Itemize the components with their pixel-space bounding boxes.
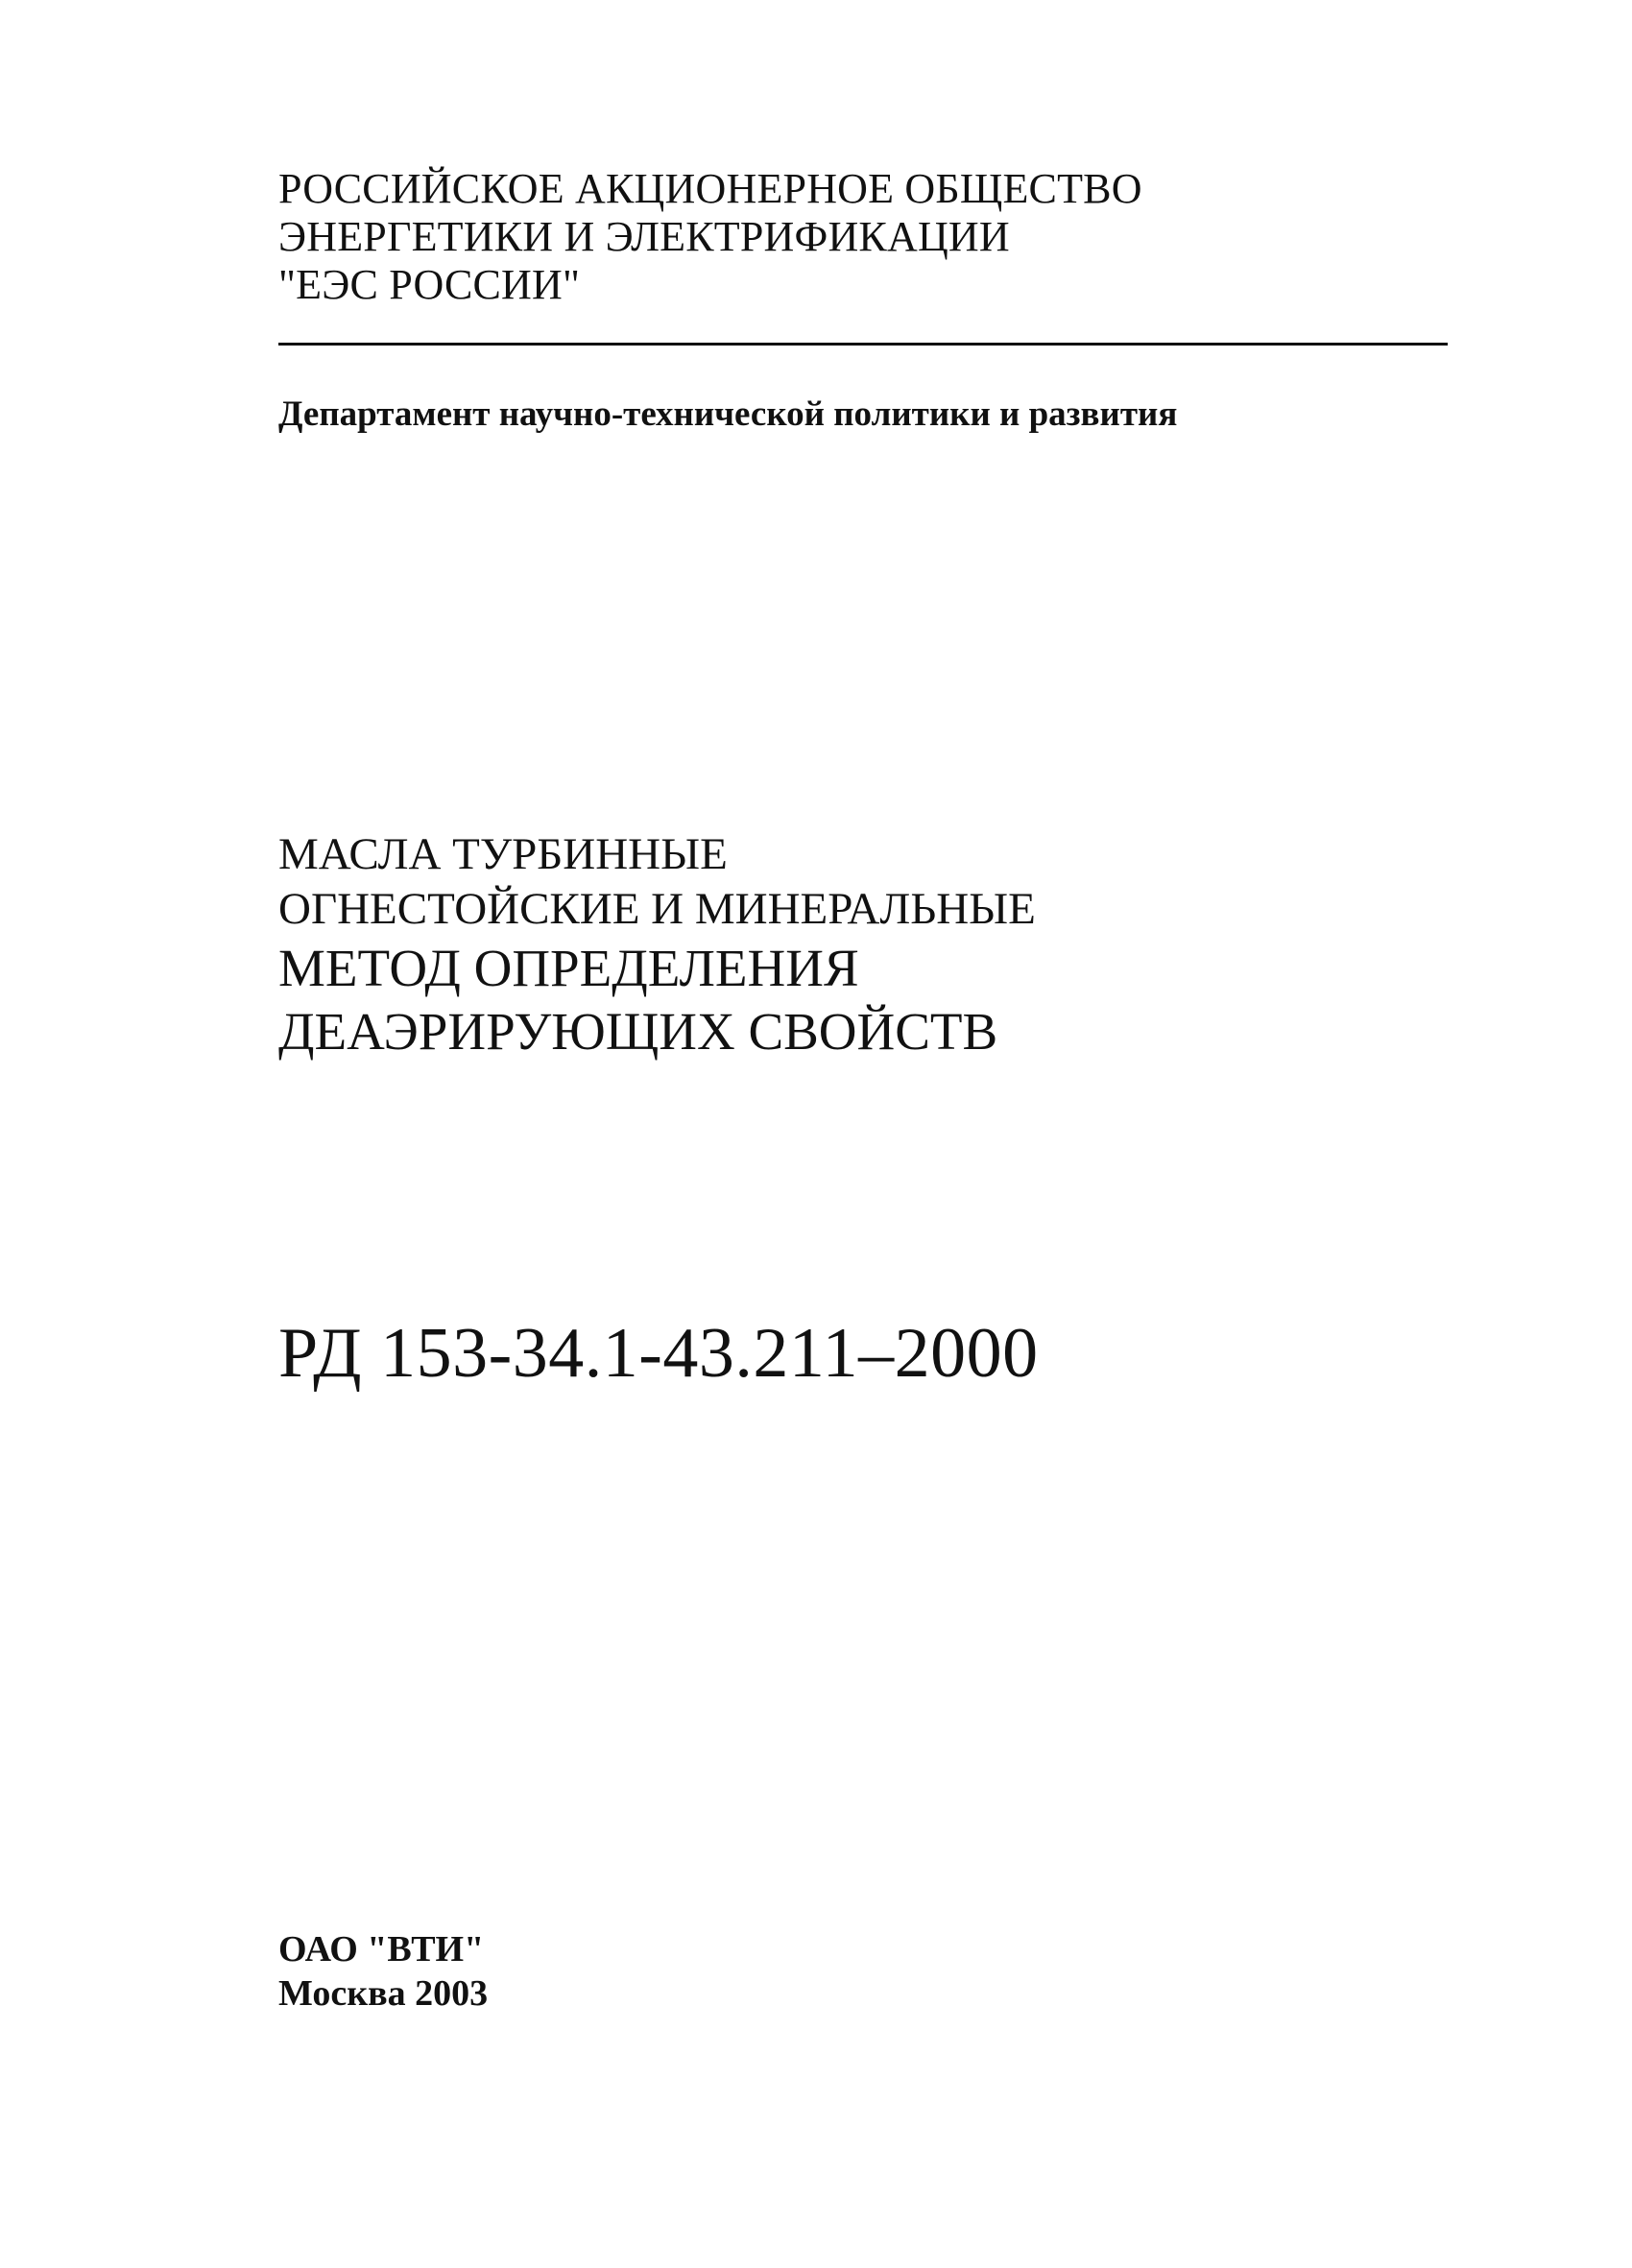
title-line-2: ОГНЕСТОЙСКИЕ И МИНЕРАЛЬНЫЕ — [278, 884, 1036, 934]
header-divider — [278, 343, 1448, 346]
document-code: РД 153-34.1-43.211–2000 — [278, 1314, 1039, 1393]
publisher-name: ОАО "ВТИ" — [278, 1929, 485, 1970]
title-line-3: МЕТОД ОПРЕДЕЛЕНИЯ — [278, 939, 859, 997]
org-line-3: "ЕЭС РОССИИ" — [278, 261, 581, 308]
organization-name — [278, 165, 1142, 309]
department-name: Департамент научно-технической политики и развития — [278, 394, 1178, 434]
title-line-4: ДЕАЭРИРУЮЩИХ СВОЙСТВ — [278, 1002, 998, 1061]
publisher-info — [278, 1927, 488, 2016]
title-line-1: МАСЛА ТУРБИННЫЕ — [278, 829, 728, 879]
org-line-1: РОССИЙСКОЕ АКЦИОНЕРНОЕ ОБЩЕСТВО — [278, 165, 1142, 212]
document-title — [278, 827, 1036, 1063]
publisher-city-year: Москва 2003 — [278, 1973, 489, 2014]
org-line-2: ЭНЕРГЕТИКИ И ЭЛЕКТРИФИКАЦИИ — [278, 213, 1010, 260]
